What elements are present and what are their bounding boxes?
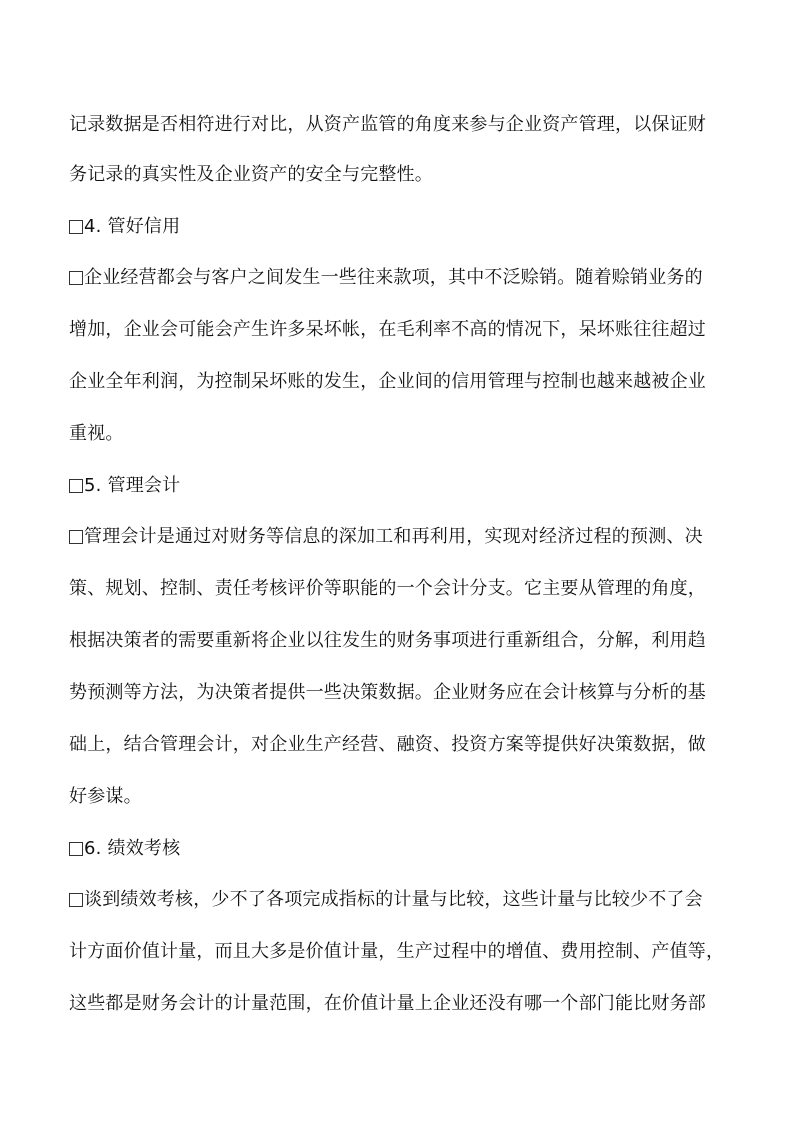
paragraph-line: 这些都是财务会计的计量范围，在价值计量上企业还没有哪一个部门能比财务部 <box>69 993 706 1014</box>
paragraph-line: 企业经营都会与客户之间发生一些往来款项，其中不泛赊销。随着赊销业务的 <box>69 266 729 290</box>
section-heading-4: 4. 管好信用 <box>69 215 729 239</box>
checkbox-glyph-icon <box>69 271 83 285</box>
paragraph-line: 管理会计是通过对财务等信息的深加工和再利用，实现对经济过程的预测、决 <box>69 525 729 549</box>
paragraph-line: 重视。 <box>69 423 124 444</box>
paragraph-line: 务记录的真实性及企业资产的安全与完整性。 <box>69 164 433 185</box>
paragraph-line: 记录数据是否相符进行对比，从资产监管的角度来参与企业资产管理，以保证财 <box>69 114 706 135</box>
paragraph-line: 好参谋。 <box>69 786 142 807</box>
checkbox-glyph-icon <box>69 220 83 234</box>
paragraph-line: 础上，结合管理会计，对企业生产经营、融资、投资方案等提供好决策数据，做 <box>69 734 706 755</box>
paragraph-line: 计方面价值计量，而且大多是价值计量，生产过程中的增值、费用控制、产值等， <box>69 941 725 962</box>
section-heading-6: 6. 绩效考核 <box>69 837 729 861</box>
section-heading-5: 5. 管理会计 <box>69 474 729 498</box>
paragraph-line: 根据决策者的需要重新将企业以往发生的财务事项进行重新组合，分解，利用趋 <box>69 630 706 651</box>
paragraph-line: 势预测等方法，为决策者提供一些决策数据。企业财务应在会计核算与分析的基 <box>69 682 706 703</box>
checkbox-glyph-icon <box>69 479 83 493</box>
paragraph-line: 策、规划、控制、责任考核评价等职能的一个会计分支。它主要从管理的角度， <box>69 578 706 599</box>
paragraph-line: 企业全年利润，为控制呆坏账的发生，企业间的信用管理与控制也越来越被企业 <box>69 371 706 392</box>
checkbox-glyph-icon <box>69 842 83 856</box>
paragraph-line: 增加，企业会可能会产生许多呆坏帐，在毛利率不高的情况下，呆坏账往往超过 <box>69 319 706 340</box>
checkbox-glyph-icon <box>69 530 83 544</box>
checkbox-glyph-icon <box>69 893 83 907</box>
paragraph-line: 谈到绩效考核，少不了各项完成指标的计量与比较，这些计量与比较少不了会 <box>69 888 729 912</box>
